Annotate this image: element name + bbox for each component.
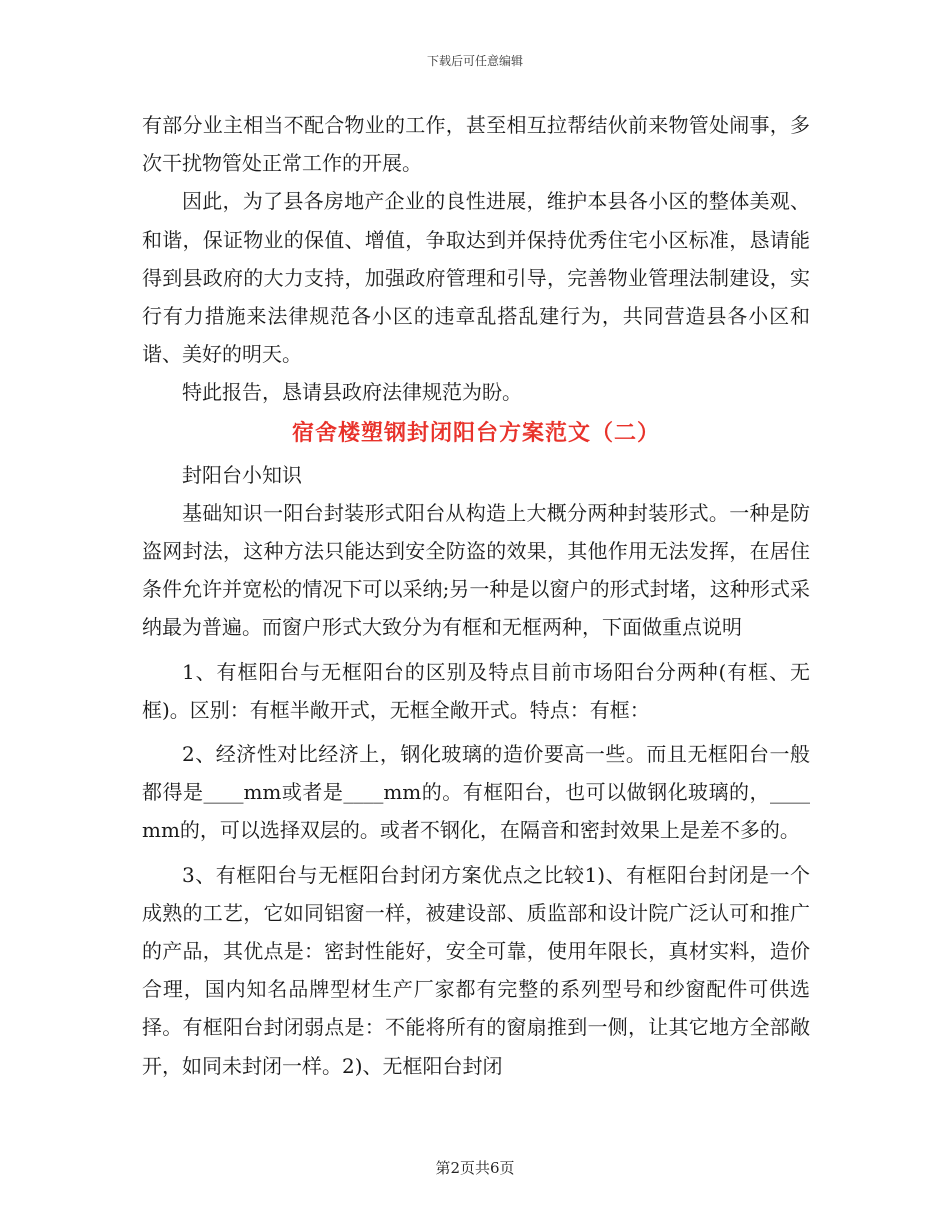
paragraph-request: 因此，为了县各房地产企业的良性进展，维护本县各小区的整体美观、和谐，保证物业的保值、增值，争取达到并保持优秀住宅小区标准，恳请能得到县政府的大力支持，加强政府管理和引导，完善物业管理法制建设，实行有力措施来法律规范各小区的违章乱搭乱建行为，共同营造县各小区和谐、美好的明天。 xyxy=(142,189,810,367)
paragraph-point-2: 2、经济性对比经济上，钢化玻璃的造价要高一些。而且无框阳台一般都得是____mm或者是____mm的。有框阳台，也可以做钢化玻璃的，____mm的，可以选择双层的。或者不钢化，在隔音和密封效果上是差不多的。 xyxy=(142,742,810,843)
page-number: 第2页共6页 xyxy=(435,1159,515,1177)
paragraph-point-1: 1、有框阳台与无框阳台的区别及特点目前市场阳台分两种(有框、无框)。区别：有框半敞开式，无框全敞开式。特点：有框： xyxy=(142,659,810,722)
paragraph-continuation: 有部分业主相当不配合物业的工作，甚至相互拉帮结伙前来物管处闹事，多次干扰物管处正常工作的开展。 xyxy=(142,113,810,176)
paragraph-closing: 特此报告，恳请县政府法律规范为盼。 xyxy=(182,380,522,405)
paragraph-subheading: 封阳台小知识 xyxy=(182,462,302,487)
document-body xyxy=(142,106,810,1085)
paragraph-basics: 基础知识一阳台封装形式阳台从构造上大概分两种封装形式。一种是防盗网封法，这种方法只能达到安全防盗的效果，其他作用无法发挥，在居住条件允许并宽松的情况下可以采纳;另一种是以窗户的形式封堵，这种形式采纳最为普遍。而窗户形式大致分为有框和无框两种，下面做重点说明 xyxy=(142,500,810,640)
header-note: 下载后可任意编辑 xyxy=(426,54,523,68)
paragraph-point-3: 3、有框阳台与无框阳台封闭方案优点之比较1)、有框阳台封闭是一个成熟的工艺，它如同铝窗一样，被建设部、质监部和设计院广泛认可和推广的产品，其优点是：密封性能好，安全可靠，使用年限长，真材实料，造价合理，国内知名品牌型材生产厂家都有完整的系列型号和纱窗配件可供选择。有框阳台封闭弱点是：不能将所有的窗扇推到一侧，让其它地方全部敞开，如同未封闭一样。2)、无框阳台封闭 xyxy=(142,862,810,1078)
section-title: 宿舍楼塑钢封闭阳台方案范文（二） xyxy=(291,420,660,446)
